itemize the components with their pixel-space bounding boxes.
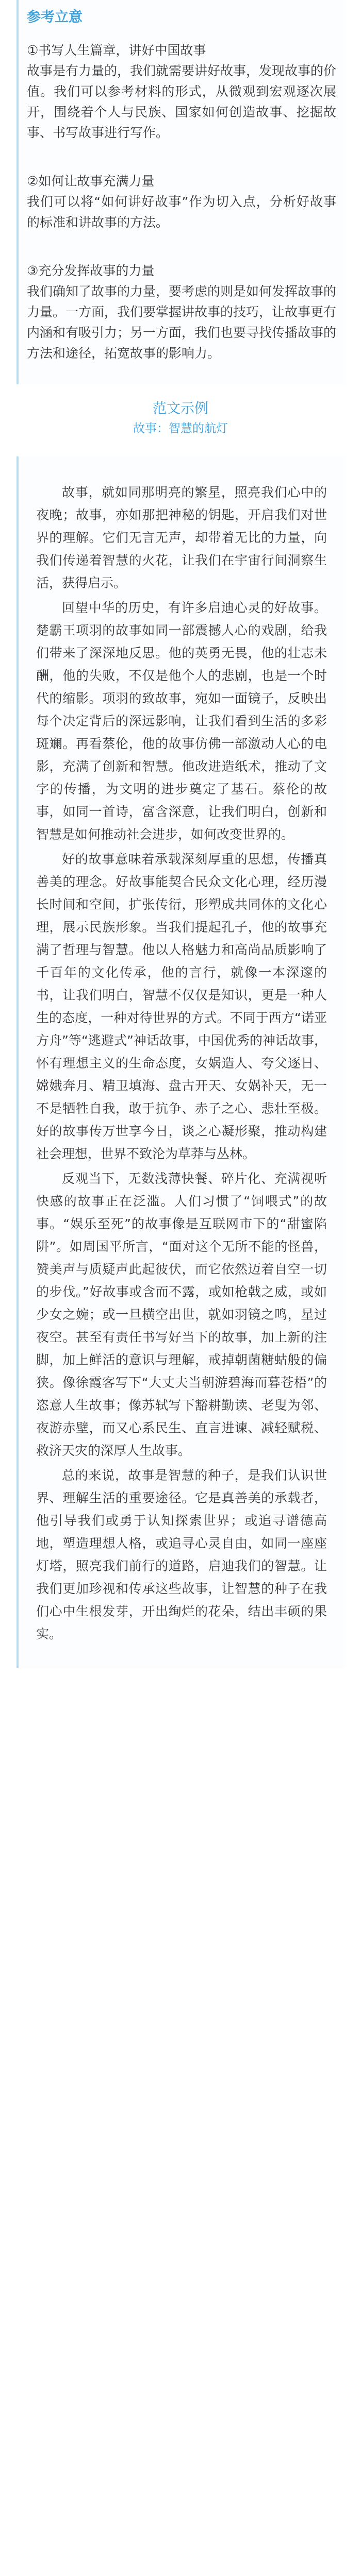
reference-point bbox=[27, 40, 336, 143]
reference-point-body: 故事是有力量的，我们就需要讲好故事，发现故事的价值。我们可以参考材料的形式，从微观到宏观逐次展开，围绕着个人与民族、国家如何创造故事、挖掘故事、书写故事进行写作。 bbox=[27, 63, 337, 140]
reference-section bbox=[17, 0, 344, 384]
example-label: 范文示例 bbox=[153, 401, 208, 417]
reference-point-body: 我们可以将“如何讲好故事”作为切入点，分析好故事的标准和讲故事的方法。 bbox=[27, 194, 336, 230]
example-header bbox=[0, 399, 361, 438]
reference-point-heading: ③充分发挥故事的力量 bbox=[27, 263, 155, 278]
reference-point bbox=[27, 171, 336, 233]
reference-point-heading: ②如何让故事充满力量 bbox=[27, 174, 155, 189]
essay-paragraph: 好的故事意味着承载深刻厚重的思想，传播真善美的理念。好故事能契合民众文化心理，经历漫长时间和空间，扩张传衍，形塑成共同体的文化心理，展示民族形象。当我们提起孔子，他的故事充满了哲理与智慧。他以人格魅力和高尚品质影响了千百年的文化传承，他的言行，就像一本深邃的书，让我们明白，智慧不仅仅是知识，更是一种人生的态度，一种对待世界的方式。不同于西方“诺亚方舟”等“逃避式”神话故事，中国优秀的神话故事，怀有理想主义的生命态度，女娲造人、夸父逐日、嫦娥奔月、精卫填海、盘古开天、女娲补天，无一不是牺牲自我，敢于抗争、赤子之心、悲壮至极。好的故事传万世享今日，谈之心凝形聚，推动构建社会理想，世界不致沦为草莽与丛林。 bbox=[36, 852, 327, 1161]
essay-paragraph: 故事，就如同那明亮的繁星，照亮我们心中的夜晚；故事，亦如那把神秘的钥匙，开启我们对世界的理解。它们无言无声，却带着无比的力量，向我们传递着智慧的火花，让我们在宇宙行间洞察生活，获得启示。 bbox=[36, 485, 327, 590]
essay-paragraph: 总的来说，故事是智慧的种子，是我们认识世界、理解生活的重要途径。它是真善美的承载者，他引导我们或勇于认知探索世界；或追寻谱德高地，塑造理想人格，或追寻心灵自由，如同一座座灯塔，照亮我们前行的道路，启迪我们的智慧。让我们更加珍视和传承这些故事，让智慧的种子在我们心中生根发芽，开出绚烂的花朵，结出丰硕的果实。 bbox=[36, 1468, 327, 1641]
essay-paragraph: 反观当下，无数浅薄快餐、碎片化、充满视听快感的故事正在泛滥。人们习惯了“饲喂式”的故事。“娱乐至死”的故事像是互联网市下的“甜蜜陷阱”。如周国平所言，“面对这个无所不能的怪兽，赞美声与质疑声此起彼伏，而它依然迈着自空一切的步伐。”好故事或含而不露，或如枪戟之威，或如少女之婉；或一旦横空出世，就如羽镜之鸣，星过夜空。甚至有责任书写好当下的故事，加上新的注脚，加上鲜活的意识与理解，戒掉朝菌糖蛄般的偏狭。像徐霞客写下“大丈夫当朝游碧海而暮苍梧”的恣意人生故事；像苏轼写下豁耕勤读、老叟为邻、夜游赤壁，而又心系民生、直言进谏、减轻赋税、救济天灾的深厚人生故事。 bbox=[36, 1171, 327, 1458]
example-title: 故事：智慧的航灯 bbox=[133, 422, 228, 435]
reference-point-body: 我们确知了故事的力量，要考虑的则是如何发挥故事的力量。一方面，我们要掌握讲故事的技巧，让故事更有内涵和有吸引力；另一方面，我们也要寻找传播故事的方法和途径，拓宽故事的影响力。 bbox=[27, 284, 337, 361]
essay-paragraph: 回望中华的历史，有许多启迪心灵的好故事。楚霸王项羽的故事如同一部震撼人心的戏剧，给我们带来了深深地反思。他的英勇无畏，他的壮志未酬，他的失败，不仅是他个人的悲剧，也是一个时代的缩影。项羽的致故事，宛如一面镜子，反映出每个决定背后的深远影响，让我们看到生活的多彩斑斓。再看蔡伦，他的故事仿佛一部激动人心的电影，充满了创新和智慧。他改进造纸术，推动了文字的传播，为文明的进步奠定了基石。蔡伦的故事，如同一首诗，富含深意，让我们明白，创新和智慧是如何推动社会进步，如何改变世界的。 bbox=[36, 600, 327, 842]
reference-point bbox=[27, 261, 336, 364]
reference-point-heading: ①书写人生篇章，讲好中国故事 bbox=[27, 43, 206, 58]
reference-title: 参考立意 bbox=[27, 9, 83, 25]
essay-body bbox=[17, 456, 344, 1668]
